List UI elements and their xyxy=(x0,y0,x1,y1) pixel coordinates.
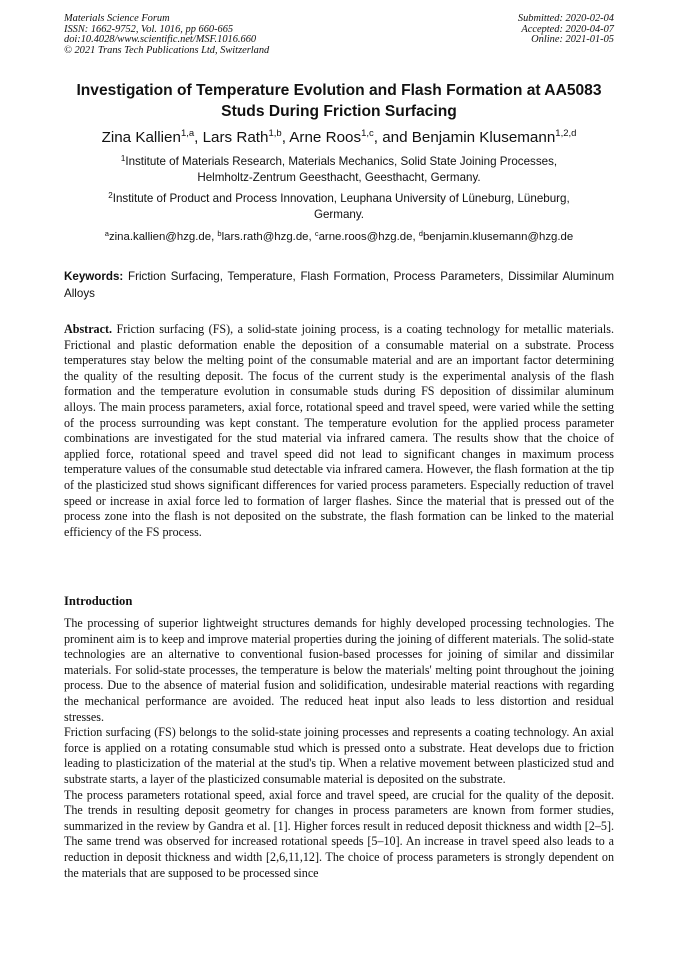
author-name: Zina Kallien xyxy=(101,129,181,146)
email-address[interactable]: benjamin.klusemann@hzg.de xyxy=(422,231,574,243)
author-name: Lars Rath xyxy=(202,129,269,146)
affiliation-marker: 1 xyxy=(120,154,126,163)
introduction-body xyxy=(64,616,614,881)
keywords-text: Friction Surfacing, Temperature, Flash Formation, Process Parameters, Dissimilar Aluminum Alloys xyxy=(64,270,614,300)
journal-name: Materials Science Forum xyxy=(64,13,170,24)
email-marker: a xyxy=(104,229,109,238)
introduction-paragraph: Friction surfacing (FS) belongs to the solid-state joining processes and represents a coating technology. An axial force is applied on a rotating consumable stud which is pressed onto a substrate. Heat develops due to friction leading to plasticization of the material at the stud's tip. When a relative movement between plasticized stud and substrate starts, a layer of the plasticized consumable material is deposited on the substrate. xyxy=(64,725,614,786)
abstract-text: Friction surfacing (FS), a solid-state joining process, is a coating technology for metallic materials. Frictional and plastic deformation enable the deposition of a consumable material on a substrate. Process temperatures stay below the melting point of the consumable material and are an important factor determining the quality of the resulting deposit. The focus of the current study is the experimental analysis of the flash formation and the temperature evolution in consumable studs during FS deposition of dissimilar aluminum alloys. The main process parameters, axial force, rotational speed and travel speed, were varied while the setting of the process surrounding was kept constant. The temperature evolution for the applied process parameter combinations are investigated for the stud material via infrared camera. The results show that the choice of applied force, rotational speed and travel speed did not lead to significant changes in maximum process temperature values of the consumable stud detectable via infrared camera. However, the flash formation at the tip of the plasticized stud shows significant differences for varied process parameters. Especially reduction of travel speed or increase in axial force led to formation of larger flashes. Since the material that is pressed out of the process zone into the flash is not deposited on the substrate, the flash formation can be linked to the material efficiency of the FS process. xyxy=(64,322,614,539)
author-separator: , and xyxy=(373,129,412,146)
submitted-date: Submitted: 2020-02-04 xyxy=(517,13,614,24)
email-address[interactable]: zina.kallien@hzg.de, xyxy=(108,231,218,243)
affiliation-text: Institute of Product and Process Innovation, Leuphana University of Lüneburg, Lüneburg, Germany. xyxy=(112,192,570,221)
author-emails xyxy=(40,231,638,243)
journal-header xyxy=(64,14,269,56)
online-date: Online: 2021-01-05 xyxy=(531,34,614,46)
affiliation-marker: 2 xyxy=(108,191,113,200)
dates-header xyxy=(518,14,614,46)
affiliation-text: Institute of Materials Research, Materials Mechanics, Solid State Joining Processes, Helmholtz-Zentrum Geesthacht, Geesthacht, Germany. xyxy=(125,155,558,184)
email-address[interactable]: lars.rath@hzg.de, xyxy=(221,231,315,243)
introduction-paragraph: The process parameters rotational speed, axial force and travel speed, are crucial for the quality of the deposit. The trends in resulting deposit geometry for changes in process parameters are known from former studies, summarized in the review by Gandra et al. [1]. Higher forces result in reduced deposit thickness and width [2–5]. The same trend was observed for increased rotational speeds [5–10]. An increase in travel speed also leads to a reduction in deposit thickness and width [2,6,11,12]. The choice of process parameters is strongly dependent on the materials that are supposed to be processed since xyxy=(64,787,614,880)
email-address[interactable]: arne.roos@hzg.de, xyxy=(318,231,419,243)
author-name: Arne Roos xyxy=(289,129,362,146)
paper-title: Investigation of Temperature Evolution and Flash Formation at AA5083 Studs During Friction Surfacing xyxy=(76,82,602,120)
journal-copyright: © 2021 Trans Tech Publications Ltd, Switzerland xyxy=(64,44,270,56)
email-marker: b xyxy=(217,229,222,238)
author-name: Benjamin Klusemann xyxy=(411,129,556,146)
author-separator: , xyxy=(281,129,290,146)
abstract-block xyxy=(64,322,614,540)
author-list xyxy=(40,129,638,146)
email-marker: c xyxy=(314,229,319,238)
affiliation-2 xyxy=(90,191,588,223)
keywords-block xyxy=(64,269,614,302)
author-affiliation-marker: 1,2,d xyxy=(555,128,577,139)
author-affiliation-marker: 1,b xyxy=(268,128,282,139)
abstract-label: Abstract. xyxy=(64,322,113,336)
author-affiliation-marker: 1,a xyxy=(180,128,195,139)
keywords-label: Keywords: xyxy=(64,270,124,283)
email-marker: d xyxy=(418,229,423,238)
affiliation-1 xyxy=(100,154,578,186)
journal-issn: ISSN: 1662-9752, Vol. 1016, pp 660-665 xyxy=(64,23,234,35)
section-heading-introduction: Introduction xyxy=(64,594,133,608)
author-affiliation-marker: 1,c xyxy=(361,128,374,139)
journal-doi: doi:10.4028/www.scientific.net/MSF.1016.660 xyxy=(64,34,257,46)
introduction-paragraph: The processing of superior lightweight structures demands for highly developed processing technologies. The prominent aim is to keep and improve material properties during the joining of different materials. The solid-state technologies are an alternative to conventional fusion-based processes for joining of similar and dissimilar materials. For solid-state processes, the temperature is below the materials' melting point throughout the joining process. Due to the absence of material fusion and solidification, undesirable material reactions with regarding the mechanical performance are avoided. The reduced heat input also leads to less distortion and residual stresses. xyxy=(64,616,615,724)
accepted-date: Accepted: 2020-04-07 xyxy=(521,23,614,35)
author-separator: , xyxy=(194,129,203,146)
